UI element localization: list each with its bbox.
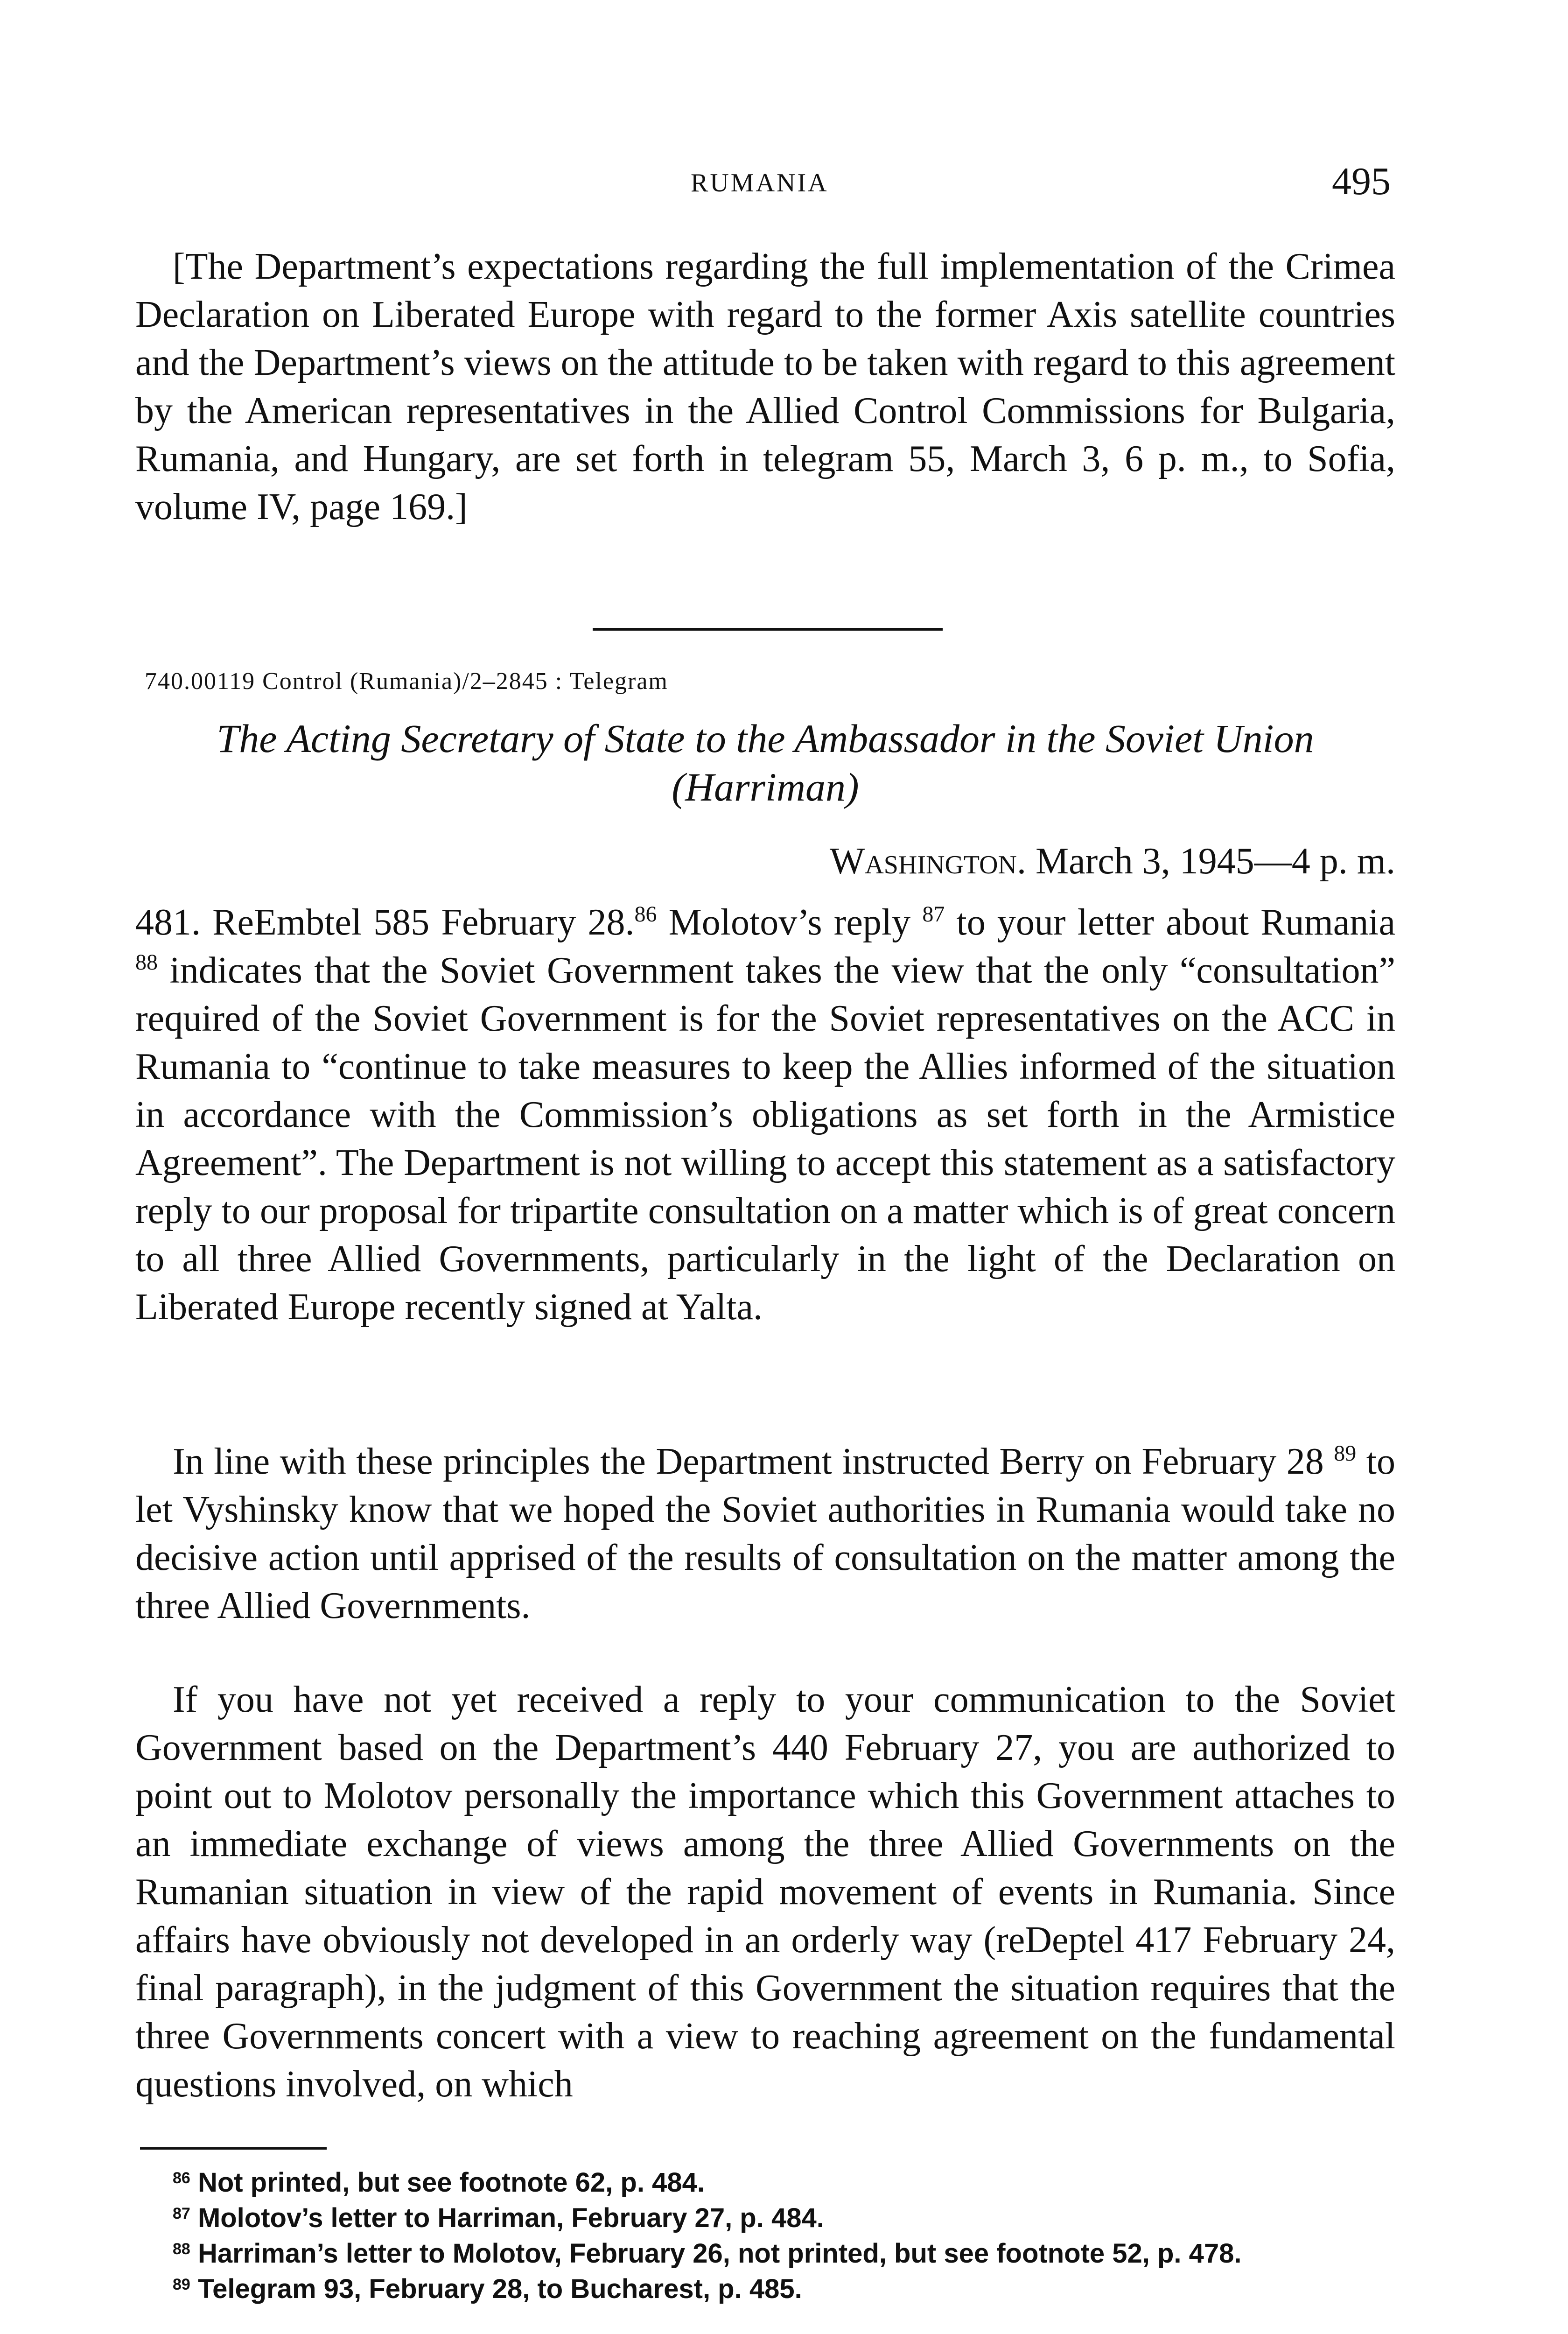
footnote-divider	[140, 2147, 327, 2150]
footnotes	[135, 2166, 1395, 2308]
paragraph-2-text-b: to let Vyshinsky know that we hoped the Soviet authorities in Rumania would take no decisive action until apprised of the results of consultation on the matter among the three Allied Governments.	[135, 1441, 1395, 1626]
footnote-text: Molotov’s letter to Harriman, February 27, p. 484.	[190, 2203, 824, 2233]
file-reference: 740.00119 Control (Rumania)/2–2845 : Telegram	[145, 668, 668, 695]
footnote-89	[135, 2272, 1395, 2306]
footnote-mark: 86	[173, 2169, 190, 2187]
dateline	[830, 840, 1395, 883]
document-title-line1: The Acting Secretary of State to the Ambassador in the Soviet Union	[217, 716, 1314, 761]
footnote-text: Telegram 93, February 28, to Bucharest, p. 485.	[190, 2274, 802, 2304]
paragraph-3: If you have not yet received a reply to your communication to the Soviet Government based on the Department’s 440 February 27, you are authorized to point out to Molotov personally the importance which this Government attaches to an immediate exchange of views among the three Allied Governments on the Rumanian situation in view of the rapid movement of events in Rumania. Since affairs have obviously not developed in an orderly way (reDeptel 417 February 24, final paragraph), in the judgment of this Government the situation requires that the three Governments concert with a view to reaching agreement on the fundamental questions involved, on which	[135, 1679, 1395, 2105]
footnote-text: Not printed, but see footnote 62, p. 484.	[190, 2167, 705, 2198]
paragraph-2	[135, 1438, 1395, 1630]
document-title-line2: (Harriman)	[672, 765, 859, 809]
editorial-note: [The Department’s expectations regarding the full implementation of the Crimea Declaration on Liberated Europe with regard to the former Axis satellite countries and the Department’s views on the attitude to be taken with regard to this agreement by the American representatives in the Allied Control Commissions for Bulgaria, Rumania, and Hungary, are set forth in telegram 55, March 3, 6 p. m., to Sofia, volume IV, page 169.]	[135, 246, 1395, 527]
page-number: 495	[1332, 160, 1391, 203]
footnote-mark: 89	[173, 2276, 190, 2293]
footnote-ref-86: 86	[634, 902, 657, 927]
paragraph-1	[135, 899, 1395, 1331]
paragraph-1-text-b: Molotov’s reply	[657, 902, 923, 943]
footnote-ref-87: 87	[922, 902, 945, 927]
footnote-text: Harriman’s letter to Molotov, February 26, not printed, but see footnote 52, p. 478.	[190, 2238, 1242, 2269]
paragraph-1-text-c: to your letter about Rumania	[945, 902, 1396, 943]
footnote-86	[135, 2166, 1395, 2200]
dateline-date: . March 3, 1945—4 p. m.	[1016, 841, 1395, 882]
paragraph-1-text-d: indicates that the Soviet Government takes the view that the only “consultation” required of the Soviet Government is for the Soviet representatives on the ACC in Rumania to “continue to take measures to keep the Allies informed of the situation in accordance with the Commission’s obligations as set forth in the Armistice Agreement”. The Department is not willing to accept this statement as a satisfactory reply to our proposal for tripartite consultation on a matter which is of great concern to all three Allied Governments, particularly in the light of the Declaration on Liberated Europe recently signed at Yalta.	[135, 950, 1395, 1328]
paragraph-2-text-a: In line with these principles the Department instructed Berry on February 28	[173, 1441, 1334, 1482]
footnote-ref-88: 88	[135, 950, 158, 975]
footnote-mark: 87	[173, 2205, 190, 2222]
document-title	[135, 714, 1395, 811]
footnote-ref-89: 89	[1334, 1441, 1357, 1466]
paragraph-1-text-a: 481. ReEmbtel 585 February 28.	[135, 902, 635, 943]
footnote-mark: 88	[173, 2240, 190, 2258]
running-head: RUMANIA	[691, 169, 829, 197]
footnote-87	[135, 2201, 1395, 2235]
section-divider	[593, 628, 943, 631]
footnote-88	[135, 2237, 1395, 2271]
dateline-place: Washington	[829, 841, 1017, 882]
